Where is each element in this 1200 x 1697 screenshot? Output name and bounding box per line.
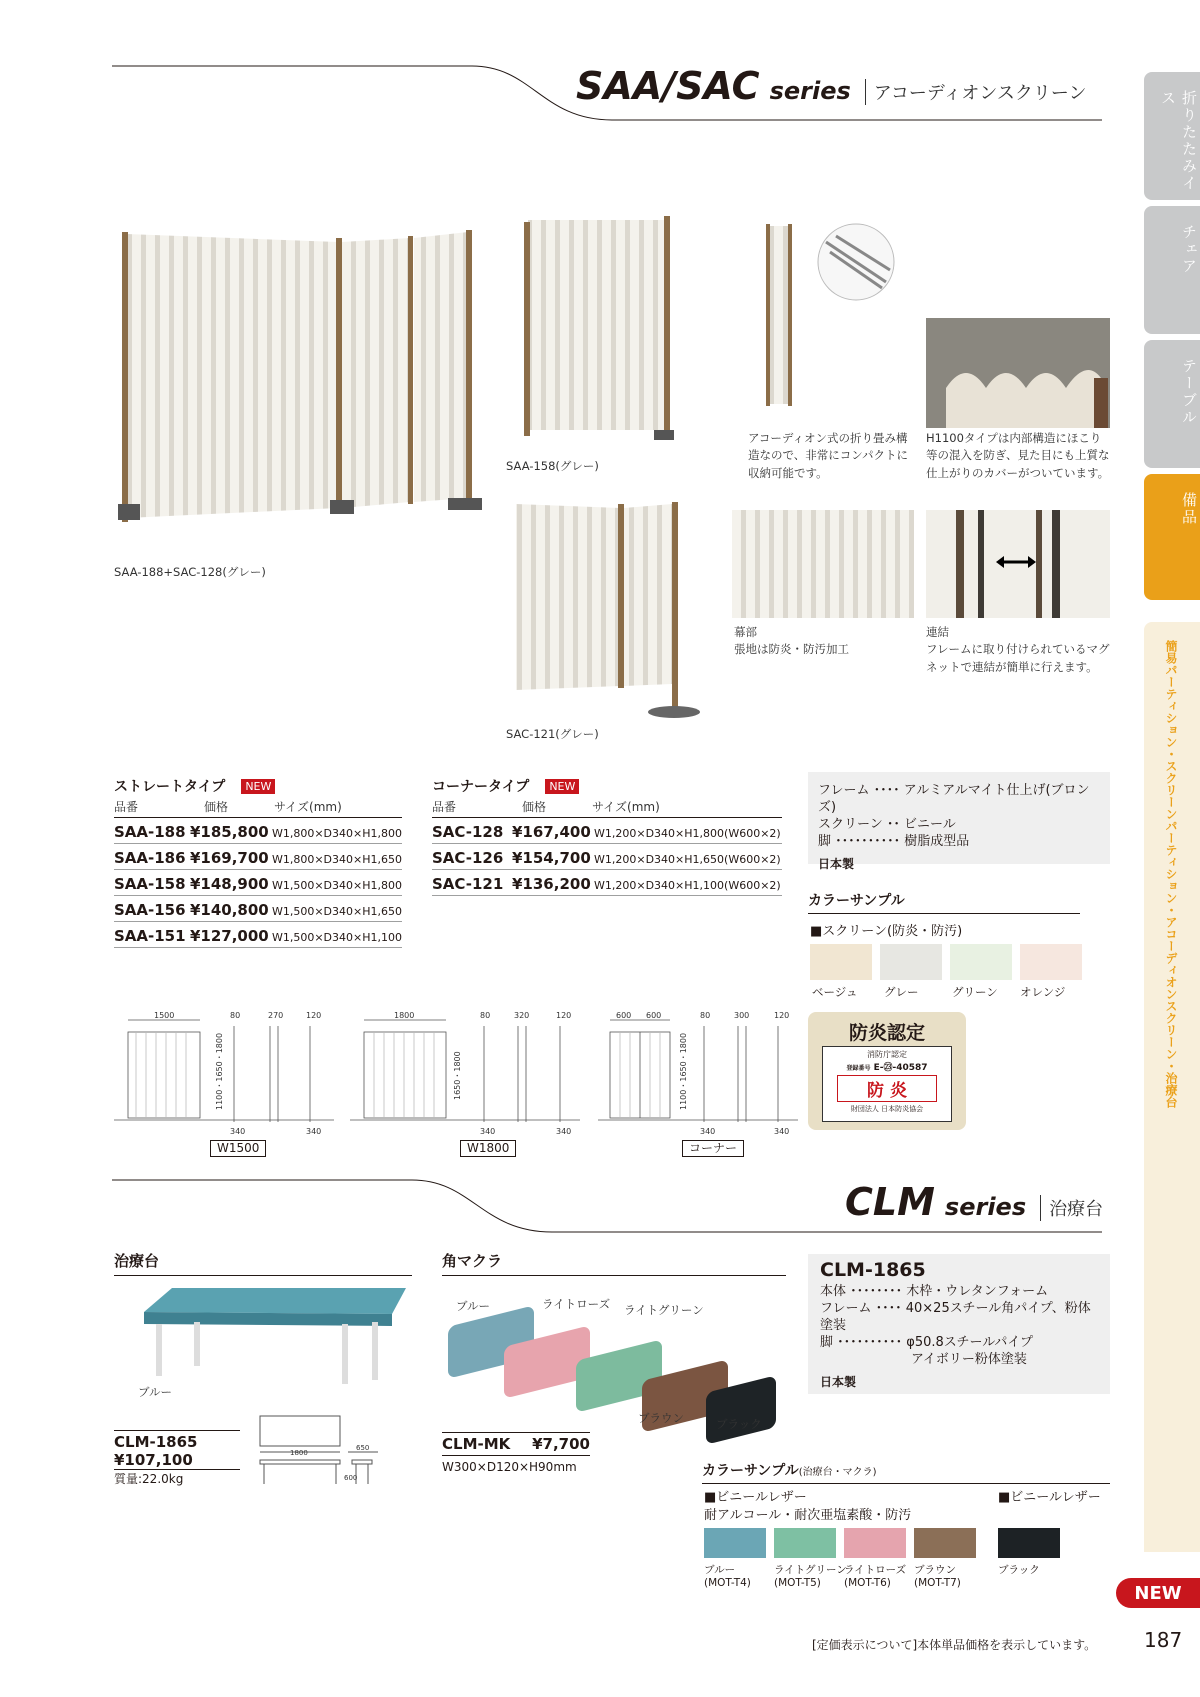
dim-text: 1650・1800 xyxy=(453,1051,462,1100)
row-size: W1,200×D340×H1,800(W600×2) xyxy=(594,827,781,840)
dim-text: 80 xyxy=(230,1011,241,1020)
spec-origin: 日本製 xyxy=(820,1375,857,1389)
dim-text: 340 xyxy=(700,1127,716,1136)
row-price: ¥148,900 xyxy=(189,875,269,893)
series-word: series xyxy=(769,77,851,105)
saa-series-header xyxy=(576,64,1087,108)
clm-swatch-black xyxy=(998,1528,1060,1558)
row-price: ¥154,700 xyxy=(512,849,591,867)
pillow-code: CLM-MK xyxy=(442,1435,511,1453)
series-subtitle: アコーディオンスクリーン xyxy=(865,79,1087,105)
clm-group1: ■ビニールレザー xyxy=(704,1490,807,1505)
saa158-photo xyxy=(518,212,678,448)
clm-group1-note: 耐アルコール・耐次亜塩素酸・防汚 xyxy=(704,1508,912,1523)
dim-text: 340 xyxy=(230,1127,246,1136)
pillow-code-row xyxy=(442,1432,590,1456)
dim-text: 270 xyxy=(268,1011,284,1020)
new-badge: NEW xyxy=(241,779,275,794)
swatch-label: ベージュ xyxy=(812,985,858,999)
spec-line: アイボリー粉体塗装 xyxy=(820,1352,1027,1367)
col-size: サイズ(mm) xyxy=(274,800,342,814)
clm-swatch-label: ブラック xyxy=(998,1564,1040,1576)
row-size: W1,200×D340×H1,650(W600×2) xyxy=(594,853,781,866)
clm-swatch-label: ライトグリーン (MOT-T5) xyxy=(774,1564,847,1589)
spec-line: 脚 ･･････････ 樹脂成型品 xyxy=(818,834,970,849)
dim-label-corner: コーナー xyxy=(682,1140,744,1157)
dim-text: 80 xyxy=(700,1011,711,1020)
link-caption-text: フレームに取り付けられているマグネットで連結が簡単に行えます。 xyxy=(926,642,1110,674)
swatch-gray xyxy=(880,944,942,980)
dim-text: 340 xyxy=(306,1127,322,1136)
table-row xyxy=(432,818,782,844)
dim-text: 1800 xyxy=(290,1449,308,1457)
series-code: SAA/SAC xyxy=(576,64,760,108)
row-code: SAC-128 xyxy=(432,823,504,841)
tab-folding-chair[interactable]: 折りたたみイス xyxy=(1144,72,1200,200)
swatch-label: オレンジ xyxy=(1020,985,1066,999)
dim-text: 1800 xyxy=(394,1011,415,1020)
main-screen-photo xyxy=(118,228,498,538)
swatch-beige xyxy=(810,944,872,980)
series-subtitle: 治療台 xyxy=(1040,1195,1103,1221)
table-dimension-drawing xyxy=(256,1414,386,1494)
link-detail-photo xyxy=(926,510,1110,618)
page-number: 187 xyxy=(1144,1628,1183,1652)
dim-text: 80 xyxy=(480,1011,491,1020)
folded-screen-photo xyxy=(760,222,800,414)
side-strip-text: 簡易パーティション・スクリーンパーティション・アコーディオンスクリーン・治療台 xyxy=(1164,640,1178,1108)
table-row xyxy=(114,818,402,844)
dim-label-w1500: W1500 xyxy=(210,1140,266,1157)
pillow-size: W300×D120×H90mm xyxy=(442,1460,577,1474)
spec-line: フレーム ････ アルミアルマイト仕上げ(ブロンズ) xyxy=(818,783,1090,815)
sac121-caption: SAC-121(グレー) xyxy=(506,727,599,741)
spec-line: スクリーン ･･ ビニール xyxy=(818,817,956,832)
new-badge: NEW xyxy=(545,779,579,794)
clm-swatch-label: ブラウン (MOT-T7) xyxy=(914,1564,961,1589)
table-code: CLM-1865 xyxy=(114,1433,198,1451)
clm-series-header xyxy=(845,1180,1103,1224)
row-size: W1,500×D340×H1,100 xyxy=(271,931,402,944)
spec-origin: 日本製 xyxy=(818,857,855,871)
dim-text: 600 xyxy=(616,1011,632,1020)
clm-color-note: (治療台・マクラ) xyxy=(798,1467,877,1478)
row-price: ¥185,800 xyxy=(189,823,269,841)
clm-color-title: カラーサンプル xyxy=(702,1463,799,1479)
table-code-block xyxy=(114,1430,240,1470)
row-code: SAA-188 xyxy=(114,823,186,841)
bouen-title: 防炎認定 xyxy=(848,1022,925,1044)
h1100-caption: H1100タイプは内部構造にほこり等の混入を防ぎ、見た目にも上質な仕上がりのカバーがついています。 xyxy=(926,431,1110,480)
footer-note: [定価表示について]本体単品価格を表示しています。 xyxy=(812,1638,1097,1652)
dim-text: 600 xyxy=(646,1011,662,1020)
row-size: W1,200×D340×H1,100(W600×2) xyxy=(594,879,781,892)
spec-line: 本体 ････････ 木枠・ウレタンフォーム xyxy=(820,1284,1049,1299)
table-row xyxy=(114,844,402,870)
dim-text: 340 xyxy=(480,1127,496,1136)
row-size: W1,800×D340×H1,800 xyxy=(271,827,402,840)
hinge-detail-photo xyxy=(816,222,896,302)
dim-text: 120 xyxy=(306,1011,322,1020)
saa-color-title: カラーサンプル xyxy=(808,890,1080,914)
clm-group2: ■ビニールレザー xyxy=(998,1490,1101,1505)
dim-text: 340 xyxy=(556,1127,572,1136)
bouen-agency: 消防庁認定 xyxy=(867,1050,907,1059)
dim-text: 320 xyxy=(514,1011,530,1020)
corner-type-table xyxy=(432,776,782,896)
tab-table[interactable]: テーブル xyxy=(1144,340,1200,468)
bouen-mark: 防 炎 xyxy=(837,1075,937,1102)
spec-line: 脚 ･･････････ φ50.8スチールパイプ xyxy=(820,1335,1033,1350)
dim-text: 650 xyxy=(356,1444,370,1452)
swatch-orange xyxy=(1020,944,1082,980)
clm-swatch-brown xyxy=(914,1528,976,1558)
dim-text: 340 xyxy=(774,1127,790,1136)
bouen-reg-label: 登録番号 xyxy=(846,1065,871,1072)
dim-text: 120 xyxy=(774,1011,790,1020)
pillow-label: ブラック xyxy=(716,1417,762,1431)
table-row xyxy=(114,922,402,948)
link-caption-title: 連結 xyxy=(926,625,949,639)
new-tab[interactable]: NEW xyxy=(1116,1578,1200,1608)
treatment-table-photo xyxy=(136,1284,406,1394)
table-color-label: ブルー xyxy=(138,1385,173,1399)
col-price: 価格 xyxy=(204,800,229,814)
dim-text: 1500 xyxy=(154,1011,175,1020)
row-code: SAA-158 xyxy=(114,875,186,893)
clm-spec-title: CLM-1865 xyxy=(820,1259,926,1281)
row-price: ¥136,200 xyxy=(512,875,591,893)
main-photo-caption: SAA-188+SAC-128(グレー) xyxy=(114,565,266,579)
table-row xyxy=(432,844,782,870)
link-caption xyxy=(926,624,1112,676)
dim-label-w1800: W1800 xyxy=(460,1140,516,1157)
col-size: サイズ(mm) xyxy=(592,800,660,814)
clm-spec-box xyxy=(808,1254,1110,1394)
row-price: ¥169,700 xyxy=(189,849,269,867)
table-row xyxy=(114,870,402,896)
row-size: W1,500×D340×H1,650 xyxy=(271,905,402,918)
cover-detail-photo xyxy=(926,318,1110,428)
saa-color-subtitle: ■スクリーン(防炎・防汚) xyxy=(810,924,963,939)
row-size: W1,800×D340×H1,650 xyxy=(271,853,402,866)
dim-text: 1100・1650・1800 xyxy=(215,1032,224,1110)
swatch-label: グレー xyxy=(884,985,919,999)
row-price: ¥140,800 xyxy=(189,901,269,919)
pillow-label: ブルー xyxy=(456,1299,491,1313)
series-word: series xyxy=(944,1193,1027,1221)
bouen-badge xyxy=(808,1012,966,1130)
bouen-reg-no: E-㉓-40587 xyxy=(873,1063,928,1073)
spec-line: フレーム ････ 40×25スチール角パイプ、粉体塗装 xyxy=(820,1301,1091,1333)
table-row xyxy=(432,870,782,896)
curtain-caption xyxy=(734,624,914,659)
clm-swatch-blue xyxy=(704,1528,766,1558)
corner-title: コーナータイプ xyxy=(432,779,530,795)
tab-equipment[interactable]: 備品 xyxy=(1144,474,1200,600)
clm-color-title-row xyxy=(702,1460,1110,1484)
pillow-price: ¥7,700 xyxy=(532,1435,590,1453)
clm-swatch-lightrose xyxy=(844,1528,906,1558)
clm-swatch-lightgreen xyxy=(774,1528,836,1558)
row-price: ¥127,000 xyxy=(189,927,269,945)
dim-text: 300 xyxy=(734,1011,750,1020)
bouen-org: 財団法人 日本防炎協会 xyxy=(850,1105,924,1113)
curtain-caption-text: 張地は防炎・防汚加工 xyxy=(734,642,849,657)
table-price: ¥107,100 xyxy=(114,1451,240,1470)
dim-text: 120 xyxy=(556,1011,572,1020)
col-code: 品番 xyxy=(114,800,139,814)
clm-swatch-label: ライトローズ (MOT-T6) xyxy=(844,1564,907,1589)
pillow-section-title: 角マクラ xyxy=(442,1250,786,1276)
row-size: W1,500×D340×H1,800 xyxy=(271,879,402,892)
fold-caption: アコーディオン式の折り畳み構造なので、非常にコンパクトに収納可能です。 xyxy=(748,431,908,480)
curtain-detail-photo xyxy=(732,510,914,618)
pillow-label: ライトグリーン xyxy=(624,1303,704,1317)
straight-title: ストレートタイプ xyxy=(114,779,226,795)
clm-swatch-label: ブルー (MOT-T4) xyxy=(704,1564,751,1589)
sac121-photo xyxy=(508,500,708,728)
pillow-label: ブラウン xyxy=(638,1411,684,1425)
row-code: SAA-151 xyxy=(114,927,186,945)
row-code: SAA-156 xyxy=(114,901,186,919)
row-price: ¥167,400 xyxy=(512,823,591,841)
table-row xyxy=(114,896,402,922)
row-code: SAC-121 xyxy=(432,875,504,893)
saa-spec-box xyxy=(808,772,1110,871)
row-code: SAC-126 xyxy=(432,849,504,867)
dim-text: 600 xyxy=(344,1474,358,1482)
swatch-green xyxy=(950,944,1012,980)
series-code: CLM xyxy=(845,1180,935,1224)
saa158-caption: SAA-158(グレー) xyxy=(506,459,599,473)
row-code: SAA-186 xyxy=(114,849,186,867)
pillow-label: ライトローズ xyxy=(542,1297,611,1311)
swatch-label: グリーン xyxy=(952,985,998,999)
col-price: 価格 xyxy=(522,800,547,814)
col-code: 品番 xyxy=(432,800,457,814)
table-section-title: 治療台 xyxy=(114,1250,412,1276)
dimension-drawings xyxy=(114,1010,804,1140)
tab-chair[interactable]: チェア xyxy=(1144,206,1200,334)
curtain-caption-title: 幕部 xyxy=(734,625,757,639)
dim-text: 1100・1650・1800 xyxy=(679,1032,688,1110)
table-weight: 質量:22.0kg xyxy=(114,1472,184,1486)
straight-type-table xyxy=(114,776,402,948)
